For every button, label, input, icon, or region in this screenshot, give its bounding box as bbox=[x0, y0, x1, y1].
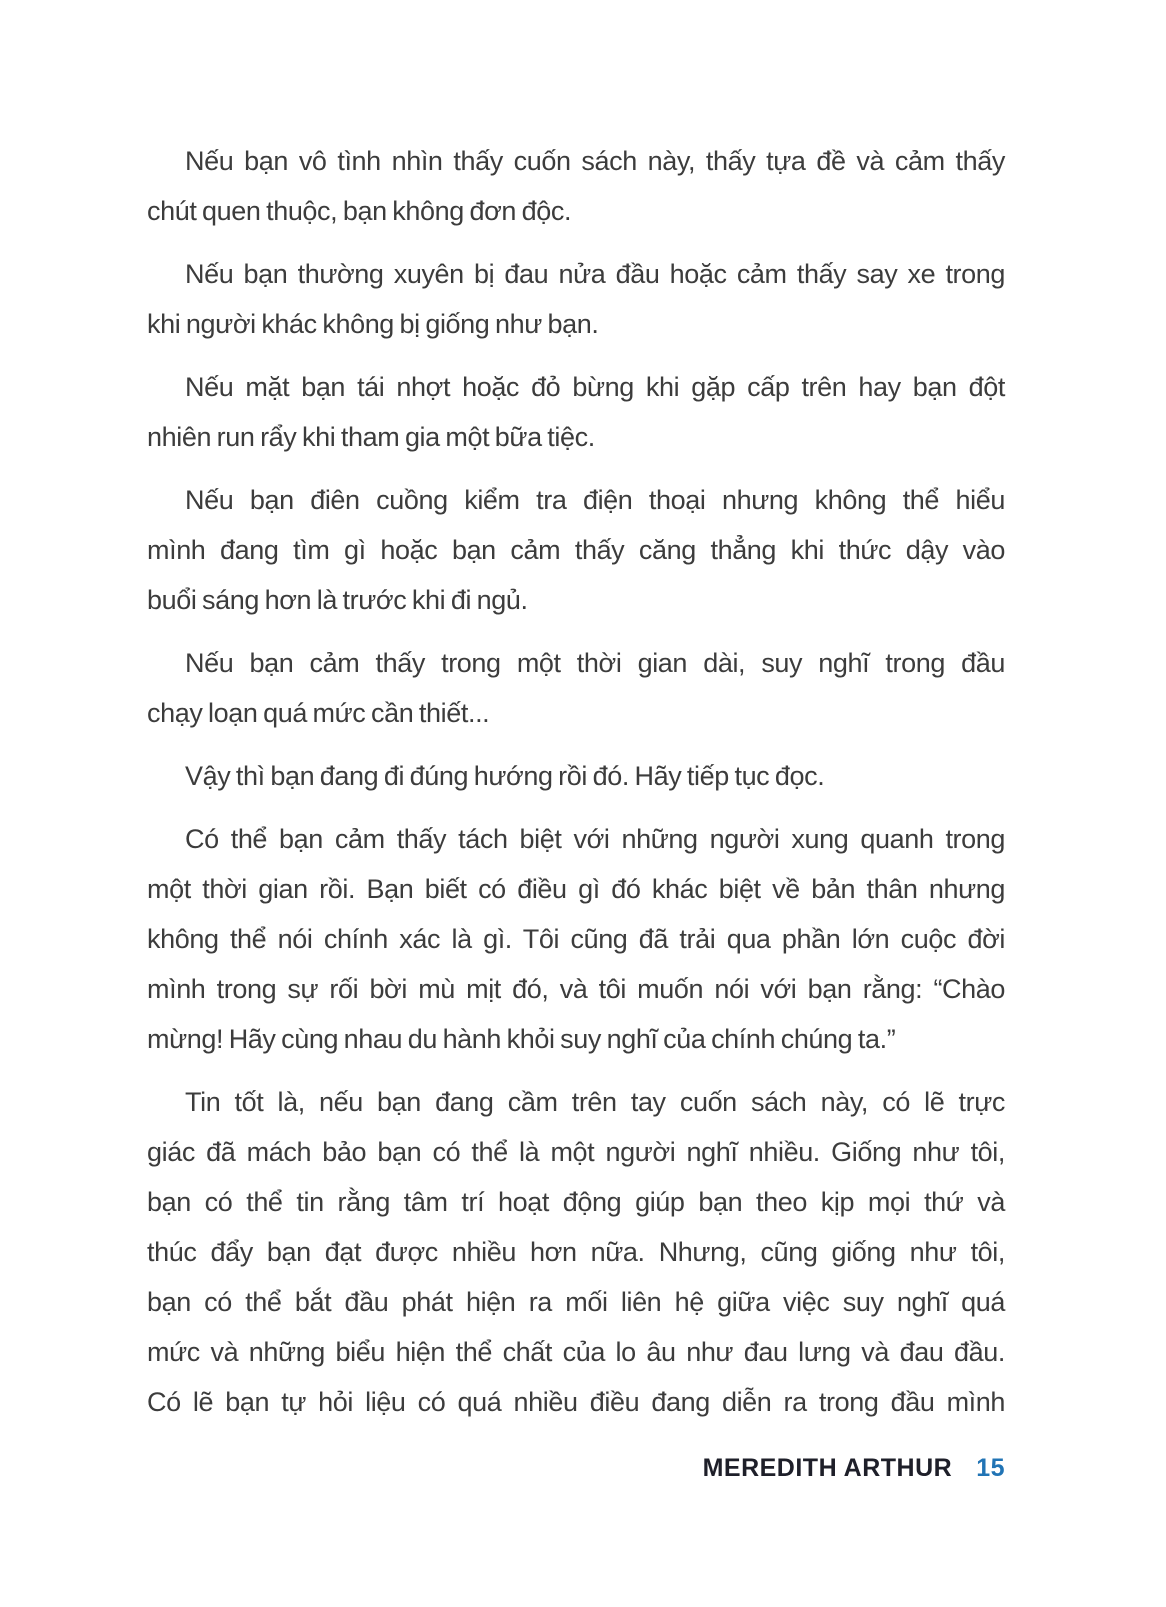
text-line: mức và những biểu hiện thể chất của lo âu như đau lưng và đau đầu. bbox=[147, 1337, 1005, 1367]
text-line: chạy loạn quá mức cần thiết... bbox=[147, 698, 490, 728]
text-line: Nếu bạn cảm thấy trong một thời gian dài, suy nghĩ trong đầu bbox=[185, 648, 1005, 678]
footer-page-number: 15 bbox=[976, 1454, 1005, 1482]
paragraph bbox=[147, 638, 1005, 738]
text-line: bạn có thể bắt đầu phát hiện ra mối liên hệ giữa việc suy nghĩ quá bbox=[147, 1287, 1005, 1317]
text-line: nhiên run rẩy khi tham gia một bữa tiệc. bbox=[147, 422, 595, 452]
body-text bbox=[147, 136, 1005, 1440]
paragraph bbox=[147, 751, 1005, 801]
text-line: giác đã mách bảo bạn có thể là một người nghĩ nhiều. Giống như tôi, bbox=[147, 1137, 1005, 1167]
footer-author: MEREDITH ARTHUR bbox=[702, 1454, 953, 1482]
paragraph bbox=[147, 475, 1005, 625]
text-line: một thời gian rồi. Bạn biết có điều gì đó khác biệt về bản thân nhưng bbox=[147, 874, 1005, 904]
page-footer bbox=[147, 1454, 1005, 1483]
text-line: mừng! Hãy cùng nhau du hành khỏi suy nghĩ của chính chúng ta.” bbox=[147, 1024, 896, 1054]
text-line: Nếu bạn điên cuồng kiểm tra điện thoại nhưng không thể hiểu bbox=[185, 485, 1005, 515]
text-line: mình trong sự rối bời mù mịt đó, và tôi muốn nói với bạn rằng: “Chào bbox=[147, 974, 1005, 1004]
text-line: bạn có thể tin rằng tâm trí hoạt động giúp bạn theo kịp mọi thứ và bbox=[147, 1187, 1005, 1217]
text-line: Vậy thì bạn đang đi đúng hướng rồi đó. Hãy tiếp tục đọc. bbox=[185, 761, 825, 791]
text-line: Nếu bạn thường xuyên bị đau nửa đầu hoặc cảm thấy say xe trong bbox=[185, 259, 1005, 289]
text-line: Nếu mặt bạn tái nhợt hoặc đỏ bừng khi gặp cấp trên hay bạn đột bbox=[185, 372, 1005, 402]
text-line: buổi sáng hơn là trước khi đi ngủ. bbox=[147, 585, 528, 615]
text-line: chút quen thuộc, bạn không đơn độc. bbox=[147, 196, 572, 226]
text-line: Tin tốt là, nếu bạn đang cầm trên tay cuốn sách này, có lẽ trực bbox=[185, 1087, 1005, 1117]
text-line: thúc đẩy bạn đạt được nhiều hơn nữa. Nhưng, cũng giống như tôi, bbox=[147, 1237, 1005, 1267]
text-line: Có thể bạn cảm thấy tách biệt với những người xung quanh trong bbox=[185, 824, 1005, 854]
text-line: khi người khác không bị giống như bạn. bbox=[147, 309, 599, 339]
paragraph bbox=[147, 136, 1005, 236]
text-line: Có lẽ bạn tự hỏi liệu có quá nhiều điều đang diễn ra trong đầu mình bbox=[147, 1387, 1005, 1417]
text-line: Nếu bạn vô tình nhìn thấy cuốn sách này, thấy tựa đề và cảm thấy bbox=[185, 146, 1005, 176]
text-line: mình đang tìm gì hoặc bạn cảm thấy căng thẳng khi thức dậy vào bbox=[147, 535, 1005, 565]
paragraph bbox=[147, 249, 1005, 349]
paragraph bbox=[147, 1077, 1005, 1427]
paragraph bbox=[147, 362, 1005, 462]
text-line: không thể nói chính xác là gì. Tôi cũng đã trải qua phần lớn cuộc đời bbox=[147, 924, 1005, 954]
paragraph bbox=[147, 814, 1005, 1064]
